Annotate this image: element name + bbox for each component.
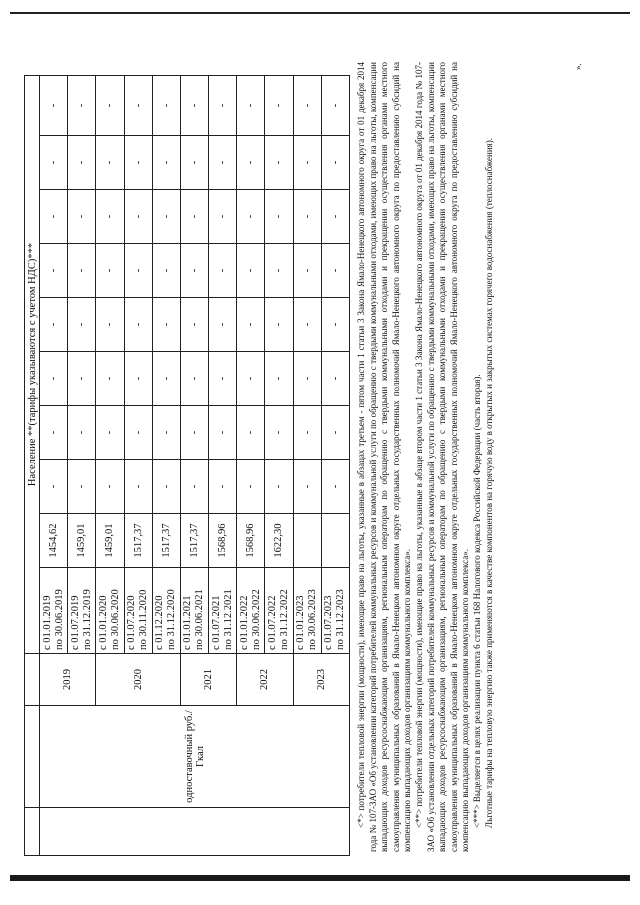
period-from: с 01.01.2022 (238, 595, 250, 650)
period-cell (180, 568, 208, 654)
footnote-4: Льготные тарифы на тепловую энергию также применяются в качестве компонентов на горячую воду в открытых и закрытых системах горячего водоснабжения (теплоснабжения). (483, 137, 494, 828)
period-cell (265, 568, 293, 654)
dash-cell: - (265, 352, 293, 406)
dash-cell: - (124, 460, 152, 514)
tariff-value-cell: 1568,96 (209, 514, 237, 568)
tariff-value-cell: 1517,37 (180, 514, 208, 568)
tariff-value-cell: 1459,01 (96, 514, 124, 568)
dash-cell: - (152, 76, 180, 136)
period-cell (96, 568, 124, 654)
dash-cell: - (96, 298, 124, 352)
dash-cell: - (237, 190, 265, 244)
dash-cell: - (180, 136, 208, 190)
tariff-value-cell: 1517,37 (124, 514, 152, 568)
dash-cell: - (180, 244, 208, 298)
dash-cell: - (68, 136, 96, 190)
tariff-value-cell: 1568,96 (237, 514, 265, 568)
dash-cell: - (180, 76, 208, 136)
dash-cell: - (68, 190, 96, 244)
dash-cell: - (40, 352, 68, 406)
dash-cell: - (180, 406, 208, 460)
dash-cell: - (96, 406, 124, 460)
rotated-document-page (18, 4, 606, 866)
dash-cell: - (237, 298, 265, 352)
dash-cell: - (68, 244, 96, 298)
period-cell (237, 568, 265, 654)
dash-cell: - (265, 406, 293, 460)
period-from: с 01.01.2020 (97, 595, 109, 650)
dash-cell: - (321, 76, 349, 136)
dash-cell: - (152, 352, 180, 406)
dash-cell: - (96, 352, 124, 406)
dash-cell: - (40, 298, 68, 352)
dash-cell: - (180, 190, 208, 244)
dash-cell: - (124, 136, 152, 190)
dash-cell: - (265, 298, 293, 352)
year-cell: 2019 (40, 654, 96, 706)
tariff-value-cell: 1454,62 (40, 514, 68, 568)
dash-cell: - (265, 76, 293, 136)
period-to: по 30.11.2020 (138, 589, 150, 650)
period-from: с 01.07.2022 (266, 595, 278, 650)
dash-cell: - (180, 298, 208, 352)
tariff-value-cell (293, 514, 321, 568)
period-cell (152, 568, 180, 654)
period-from: с 01.12.2020 (154, 595, 166, 650)
dash-cell: - (265, 190, 293, 244)
year-cell: 2022 (237, 654, 293, 706)
tariff-value-cell (321, 514, 349, 568)
dash-cell: - (124, 298, 152, 352)
dash-cell: - (237, 136, 265, 190)
period-from: с 01.01.2019 (41, 595, 53, 650)
dash-cell: - (321, 136, 349, 190)
footnotes (356, 62, 495, 852)
period-to: по 31.12.2022 (278, 589, 290, 650)
dash-cell: - (152, 460, 180, 514)
dash-cell: - (293, 352, 321, 406)
dash-cell: - (96, 244, 124, 298)
tariff-value-cell: 1517,37 (152, 514, 180, 568)
dash-cell: - (124, 406, 152, 460)
dash-cell: - (96, 460, 124, 514)
dash-cell: - (321, 190, 349, 244)
dash-cell: - (321, 352, 349, 406)
dash-cell: - (237, 406, 265, 460)
dash-cell: - (152, 298, 180, 352)
period-from: с 01.07.2023 (323, 595, 335, 650)
period-to: по 30.06.2021 (194, 589, 206, 650)
empty-cell (40, 808, 350, 856)
tariff-table (24, 75, 350, 856)
period-cell (68, 568, 96, 654)
period-to: по 31.12.2021 (222, 589, 234, 650)
period-from: с 01.01.2023 (295, 595, 307, 650)
dash-cell: - (96, 136, 124, 190)
dash-cell: - (68, 406, 96, 460)
dash-cell: - (293, 406, 321, 460)
dash-cell: - (209, 244, 237, 298)
page-bottom-border (10, 875, 630, 881)
dash-cell: - (152, 190, 180, 244)
dash-cell: - (321, 406, 349, 460)
period-from: с 01.07.2019 (69, 595, 81, 650)
dash-cell: - (209, 136, 237, 190)
dash-cell: - (237, 244, 265, 298)
dash-cell: - (293, 136, 321, 190)
year-cell: 2020 (96, 654, 181, 706)
dash-cell: - (265, 136, 293, 190)
dash-cell: - (152, 406, 180, 460)
unit-cell: одноставочный руб./Гкал (40, 706, 350, 808)
period-from: с 01.01.2021 (182, 595, 194, 650)
dash-cell: - (124, 76, 152, 136)
header-spacer-cell (25, 654, 40, 706)
period-cell (293, 568, 321, 654)
dash-cell: - (209, 352, 237, 406)
dash-cell: - (40, 136, 68, 190)
dash-cell: - (321, 460, 349, 514)
dash-cell: - (237, 352, 265, 406)
dash-cell: - (40, 406, 68, 460)
dash-cell: - (152, 244, 180, 298)
dash-cell: - (321, 244, 349, 298)
dash-cell: - (237, 76, 265, 136)
footnote-1: <*> потребители тепловой энергии (мощности), имеющие право на льготы, указанные в абзацах третьем - пятом части 1 статьи 3 Закона Ямало-Ненецкого автономного округа от 01 декабря 2014 года № 107-ЗАО «Об установлении категорий потребителей коммунальных ресурсов и коммунальной услуги по обращению с твердыми коммунальными отходами, имеющих право на льготы, компенсации выпадающих доходов ресурсоснабжающим организациям, региональным операторам по обращению с твердыми коммунальными отходами и прекращении осуществления органами местного самоуправления муниципальных образований в Ямало-Ненецком автономном округе отдельных государственных полномочий Ямало-Ненецкого автономного округа по предоставлению субсидий на компенсацию выпадающих доходов организациям коммунального комплекса». (356, 62, 413, 852)
period-to: по 31.12.2020 (166, 589, 178, 650)
dash-cell: - (40, 460, 68, 514)
dash-cell: - (293, 244, 321, 298)
dash-cell: - (209, 190, 237, 244)
dash-cell: - (40, 244, 68, 298)
header-spacer-cell (25, 808, 40, 856)
year-cell: 2023 (293, 654, 349, 706)
dash-cell: - (265, 244, 293, 298)
dash-cell: - (209, 406, 237, 460)
dash-cell: - (293, 190, 321, 244)
dash-cell: - (68, 76, 96, 136)
period-cell (321, 568, 349, 654)
dash-cell: - (124, 244, 152, 298)
period-to: по 30.06.2020 (109, 589, 121, 650)
dash-cell: - (209, 76, 237, 136)
dash-cell: - (209, 460, 237, 514)
dash-cell: - (293, 460, 321, 514)
year-cell: 2021 (180, 654, 236, 706)
footnote-3: <***> Выделяется в целях реализации пункта 6 статьи 168 Налогового кодекса Российской Федерации (часть вторая). (471, 374, 482, 828)
dash-cell: - (124, 352, 152, 406)
dash-cell: - (124, 190, 152, 244)
period-to: по 30.06.2023 (307, 589, 319, 650)
side-mark: ». (573, 63, 583, 70)
table-row (40, 76, 68, 856)
dash-cell: - (237, 460, 265, 514)
dash-cell: - (180, 460, 208, 514)
dash-cell: - (40, 190, 68, 244)
dash-cell: - (68, 352, 96, 406)
dash-cell: - (152, 136, 180, 190)
dash-cell: - (40, 76, 68, 136)
population-header: Население **(тарифы указываются с учетом НДС)*** (25, 76, 40, 654)
header-row (25, 76, 40, 856)
footnote-2: <**> потребители тепловой энергии (мощности), имеющие право на льготы, указанные в абзаце втором части 1 статьи 3 Закона Ямало-Ненецкого автономного округа от 01 декабря 2014 года № 107-ЗАО «Об установлении отдельных категорий потребителей коммунальных ресурсов и коммунальной услуги по обращению с твердыми коммунальными отходами, имеющих право на льготы, компенсации выпадающих доходов ресурсоснабжающим организациям, региональным операторам по обращению с твердыми коммунальными отходами и прекращении осуществления органами местного самоуправления муниципальных образований в Ямало-Ненецком автономном округе отдельных государственных полномочий Ямало-Ненецкого автономного округа по предоставлению субсидий на компенсацию выпадающих доходов организациям коммунального комплекса». (413, 62, 471, 852)
tariff-value-cell: 1622,30 (265, 514, 293, 568)
period-to: по 30.06.2019 (53, 589, 65, 650)
period-to: по 31.12.2019 (81, 589, 93, 650)
dash-cell: - (68, 298, 96, 352)
period-cell (124, 568, 152, 654)
period-to: по 31.12.2023 (335, 589, 347, 650)
header-spacer-cell (25, 706, 40, 808)
period-from: с 01.07.2021 (210, 595, 222, 650)
dash-cell: - (209, 298, 237, 352)
dash-cell: - (68, 460, 96, 514)
dash-cell: - (96, 76, 124, 136)
period-cell (209, 568, 237, 654)
dash-cell: - (265, 460, 293, 514)
tariff-value-cell: 1459,01 (68, 514, 96, 568)
dash-cell: - (293, 298, 321, 352)
period-from: с 01.07.2020 (126, 595, 138, 650)
dash-cell: - (321, 298, 349, 352)
dash-cell: - (293, 76, 321, 136)
period-to: по 30.06.2022 (250, 589, 262, 650)
period-cell (40, 568, 68, 654)
dash-cell: - (96, 190, 124, 244)
dash-cell: - (180, 352, 208, 406)
